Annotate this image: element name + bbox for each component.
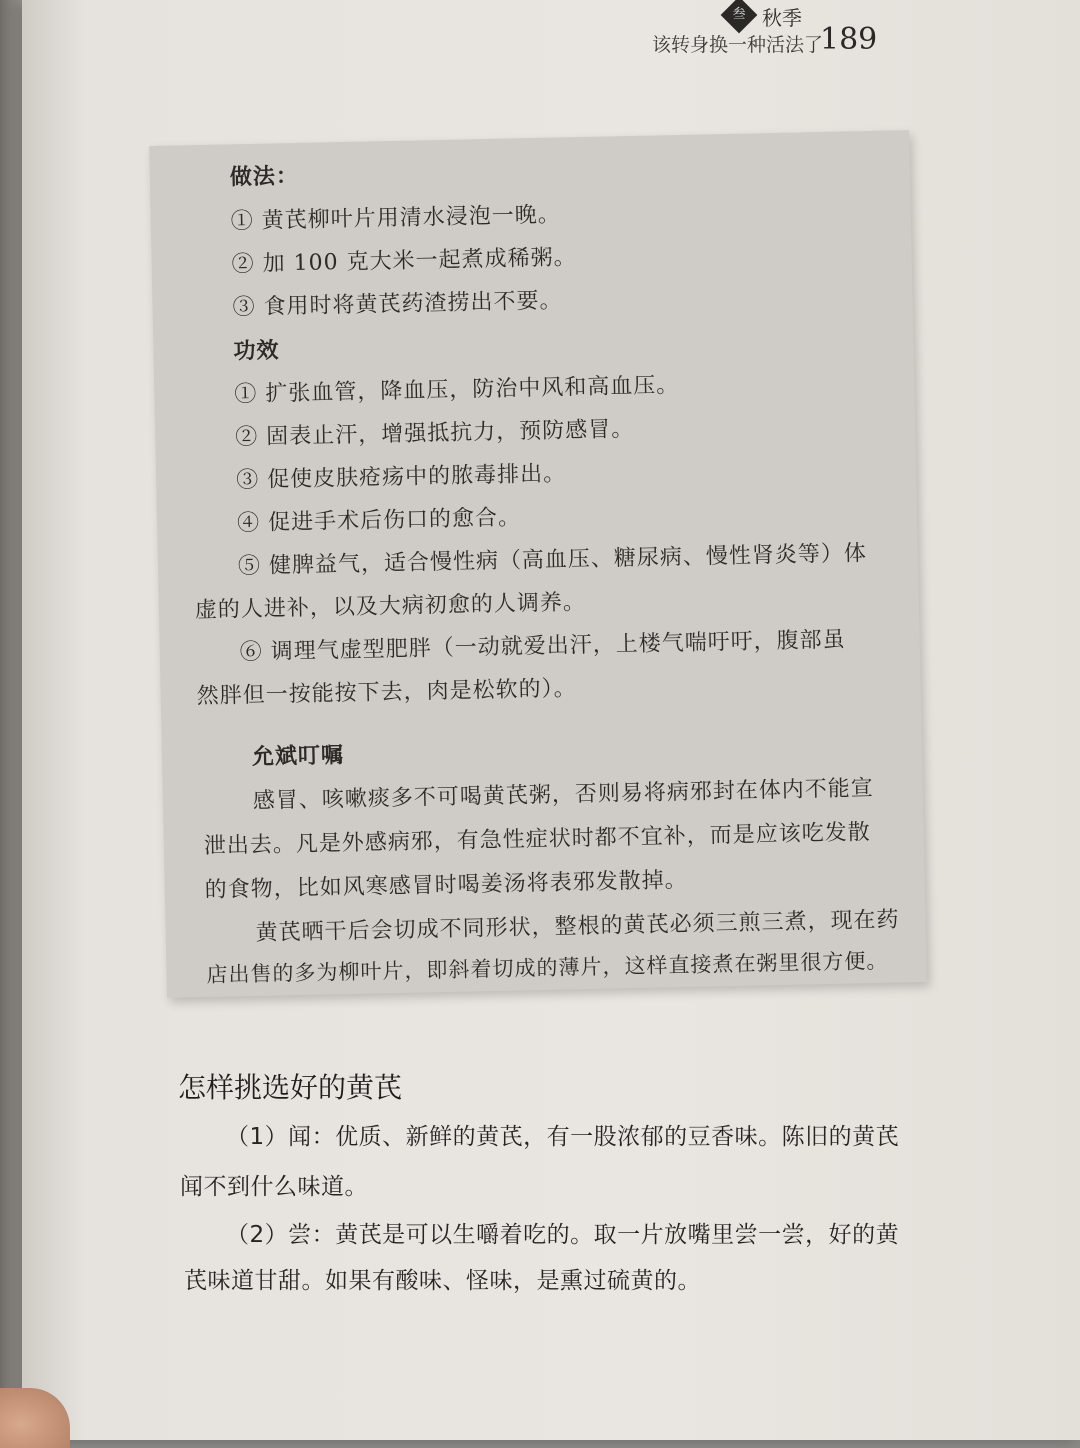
effect-item: ⑤ 健脾益气，适合慢性病（高血压、糖尿病、慢性肾炎等）体 xyxy=(237,541,868,580)
page-header xyxy=(652,0,912,70)
page-number: 189 xyxy=(820,22,878,57)
section-badge xyxy=(721,0,758,33)
effect-item-continued: 然胖但一按能按下去，肉是松软的）。 xyxy=(196,676,577,710)
effect-item: ③ 促使皮肤疮疡中的脓毒排出。 xyxy=(235,461,567,494)
advice-heading: 允斌叮嘱 xyxy=(251,743,345,771)
advice-line: 感冒、咳嗽痰多不可喝黄芪粥，否则易将病邪封在体内不能宣 xyxy=(252,776,875,815)
advice-line: 店出售的多为柳叶片，即斜着切成的薄片，这样直接煮在粥里很方便。 xyxy=(206,948,889,988)
body-paragraph: 闻不到什么味道。 xyxy=(180,1174,368,1200)
effect-item: ④ 促进手术后伤口的愈合。 xyxy=(236,505,522,537)
effect-item: ② 固表止汗，增强抵抗力，预防感冒。 xyxy=(235,416,635,451)
method-step: ① 黄芪柳叶片用清水浸泡一晚。 xyxy=(230,202,561,235)
method-heading: 做法： xyxy=(229,163,300,191)
advice-line: 泄出去。凡是外感病邪，有急性症状时都不宜补，而是应该吃发散 xyxy=(203,820,871,860)
section-mark: 叁 xyxy=(732,6,746,22)
body-paragraph: （2）尝：黄芪是可以生嚼着吃的。取一片放嘴里尝一尝，好的黄 xyxy=(226,1222,900,1248)
section-title: 怎样挑选好的黄芪 xyxy=(178,1071,403,1104)
advice-line: 的食物，比如风寒感冒时喝姜汤将表邪发散掉。 xyxy=(204,867,688,904)
advice-line: 黄芪晒干后会切成不同形状，整根的黄芪必须三煎三煮，现在药 xyxy=(255,907,900,946)
body-paragraph: 芪味道甘甜。如果有酸味、怪味，是熏过硫黄的。 xyxy=(184,1268,701,1294)
season-label: 秋季 xyxy=(762,6,802,30)
method-step: ② 加 100 克大米一起煮成稀粥。 xyxy=(231,245,577,278)
effect-heading: 功效 xyxy=(233,338,280,365)
effect-item-continued: 虚的人进补，以及大病初愈的人调养。 xyxy=(194,590,587,624)
effect-item: ① 扩张血管，降血压，防治中风和高血压。 xyxy=(234,373,680,408)
effect-item: ⑥ 调理气虚型肥胖（一动就爱出汗，上楼气喘吁吁，腹部虽 xyxy=(239,627,846,666)
body-paragraph: （1）闻：优质、新鲜的黄芪，有一股浓郁的豆香味。陈旧的黄芪 xyxy=(226,1124,900,1150)
method-step: ③ 食用时将黄芪药渣捞出不要。 xyxy=(232,288,563,321)
recipe-box xyxy=(149,130,927,998)
chapter-subtitle: 该转身换一种活法了 xyxy=(652,34,824,56)
